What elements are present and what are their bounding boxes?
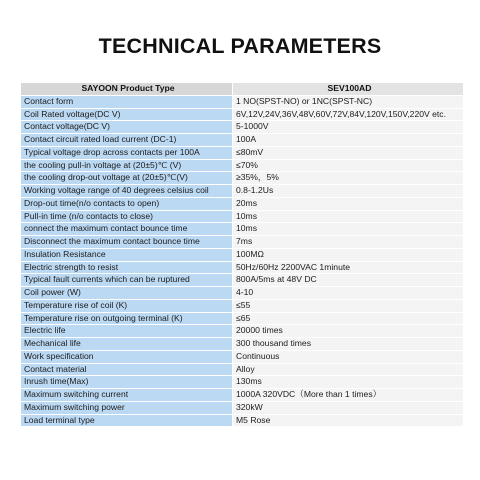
parameter-value: 100MΩ [233, 248, 464, 261]
table-row [21, 299, 464, 312]
table-row [21, 95, 464, 108]
table-row [21, 223, 464, 236]
parameter-name: Contact material [21, 363, 233, 376]
parameter-value: ≤65 [233, 312, 464, 325]
parameter-value: 4-10 [233, 287, 464, 300]
parameter-value: 20ms [233, 197, 464, 210]
parameters-table [20, 82, 464, 427]
table-row [21, 197, 464, 210]
parameter-value: 5-1000V [233, 121, 464, 134]
parameter-name: Insulation Resistance [21, 248, 233, 261]
parameter-name: the cooling drop-out voltage at (20±5)℃(V) [21, 172, 233, 185]
table-row [21, 389, 464, 402]
table-row [21, 159, 464, 172]
parameter-name: Work specification [21, 350, 233, 363]
table-row [21, 261, 464, 274]
parameter-name: Contact voltage(DC V) [21, 121, 233, 134]
parameter-name: Working voltage range of 40 degrees celsius coil [21, 185, 233, 198]
parameter-value: Continuous [233, 350, 464, 363]
table-row [21, 134, 464, 147]
parameter-name: Maximum switching current [21, 389, 233, 402]
parameter-value: 10ms [233, 210, 464, 223]
parameter-value: 50Hz/60Hz 2200VAC 1minute [233, 261, 464, 274]
table-row [21, 210, 464, 223]
page-title: TECHNICAL PARAMETERS [98, 34, 382, 58]
parameter-name: Typical fault currents which can be ruptured [21, 274, 233, 287]
parameter-name: Disconnect the maximum contact bounce time [21, 236, 233, 249]
parameter-value: 130ms [233, 376, 464, 389]
parameter-value: 800A/5ms at 48V DC [233, 274, 464, 287]
parameter-name: Typical voltage drop across contacts per 100A [21, 146, 233, 159]
parameter-name: Contact form [21, 95, 233, 108]
table-row [21, 108, 464, 121]
parameter-name: Electric life [21, 325, 233, 338]
table-row [21, 401, 464, 414]
header-model: SEV100AD [233, 83, 464, 96]
parameter-name: connect the maximum contact bounce time [21, 223, 233, 236]
parameter-value: ≤70% [233, 159, 464, 172]
table-row [21, 363, 464, 376]
parameter-value: M5 Rose [233, 414, 464, 427]
parameter-value: 1 NO(SPST-NO) or 1NC(SPST-NC) [233, 95, 464, 108]
parameter-name: Electric strength to resist [21, 261, 233, 274]
table-row [21, 185, 464, 198]
table-row [21, 376, 464, 389]
parameter-name: Load terminal type [21, 414, 233, 427]
table-header-row [21, 83, 464, 96]
table-row [21, 274, 464, 287]
parameter-name: Coil power (W) [21, 287, 233, 300]
parameter-value: ≤80mV [233, 146, 464, 159]
parameter-value: ≤55 [233, 299, 464, 312]
parameter-value: 320kW [233, 401, 464, 414]
parameter-value: 300 thousand times [233, 338, 464, 351]
table-row [21, 325, 464, 338]
parameter-value: 7ms [233, 236, 464, 249]
parameter-name: Temperature rise of coil (K) [21, 299, 233, 312]
parameter-name: Drop-out time(n/o contacts to open) [21, 197, 233, 210]
table-row [21, 287, 464, 300]
table-row [21, 236, 464, 249]
table-row [21, 350, 464, 363]
parameter-value: 6V,12V,24V,36V,48V,60V,72V,84V,120V,150V,220V etc. [233, 108, 464, 121]
table-row [21, 312, 464, 325]
parameter-value: 100A [233, 134, 464, 147]
table-row [21, 414, 464, 427]
parameter-name: the cooling pull-in voltage at (20±5)℃ (V) [21, 159, 233, 172]
parameter-value: 0.8-1.2Us [233, 185, 464, 198]
parameter-name: Temperature rise on outgoing terminal (K) [21, 312, 233, 325]
parameter-name: Inrush time(Max) [21, 376, 233, 389]
parameter-name: Contact circuit rated load current (DC-1) [21, 134, 233, 147]
parameter-value: 1000A 320VDC（More than 1 times） [233, 389, 464, 402]
table-row [21, 146, 464, 159]
parameter-value: Alloy [233, 363, 464, 376]
parameter-name: Mechanical life [21, 338, 233, 351]
parameter-name: Pull-in time (n/o contacts to close) [21, 210, 233, 223]
table-row [21, 248, 464, 261]
table-row [21, 121, 464, 134]
parameter-name: Maximum switching power [21, 401, 233, 414]
table-row [21, 172, 464, 185]
header-product-type: SAYOON Product Type [21, 83, 233, 96]
table-row [21, 338, 464, 351]
parameter-value: 10ms [233, 223, 464, 236]
parameter-name: Coil Rated voltage(DC V) [21, 108, 233, 121]
parameter-value: 20000 times [233, 325, 464, 338]
parameter-value: ≥35%，5% [233, 172, 464, 185]
